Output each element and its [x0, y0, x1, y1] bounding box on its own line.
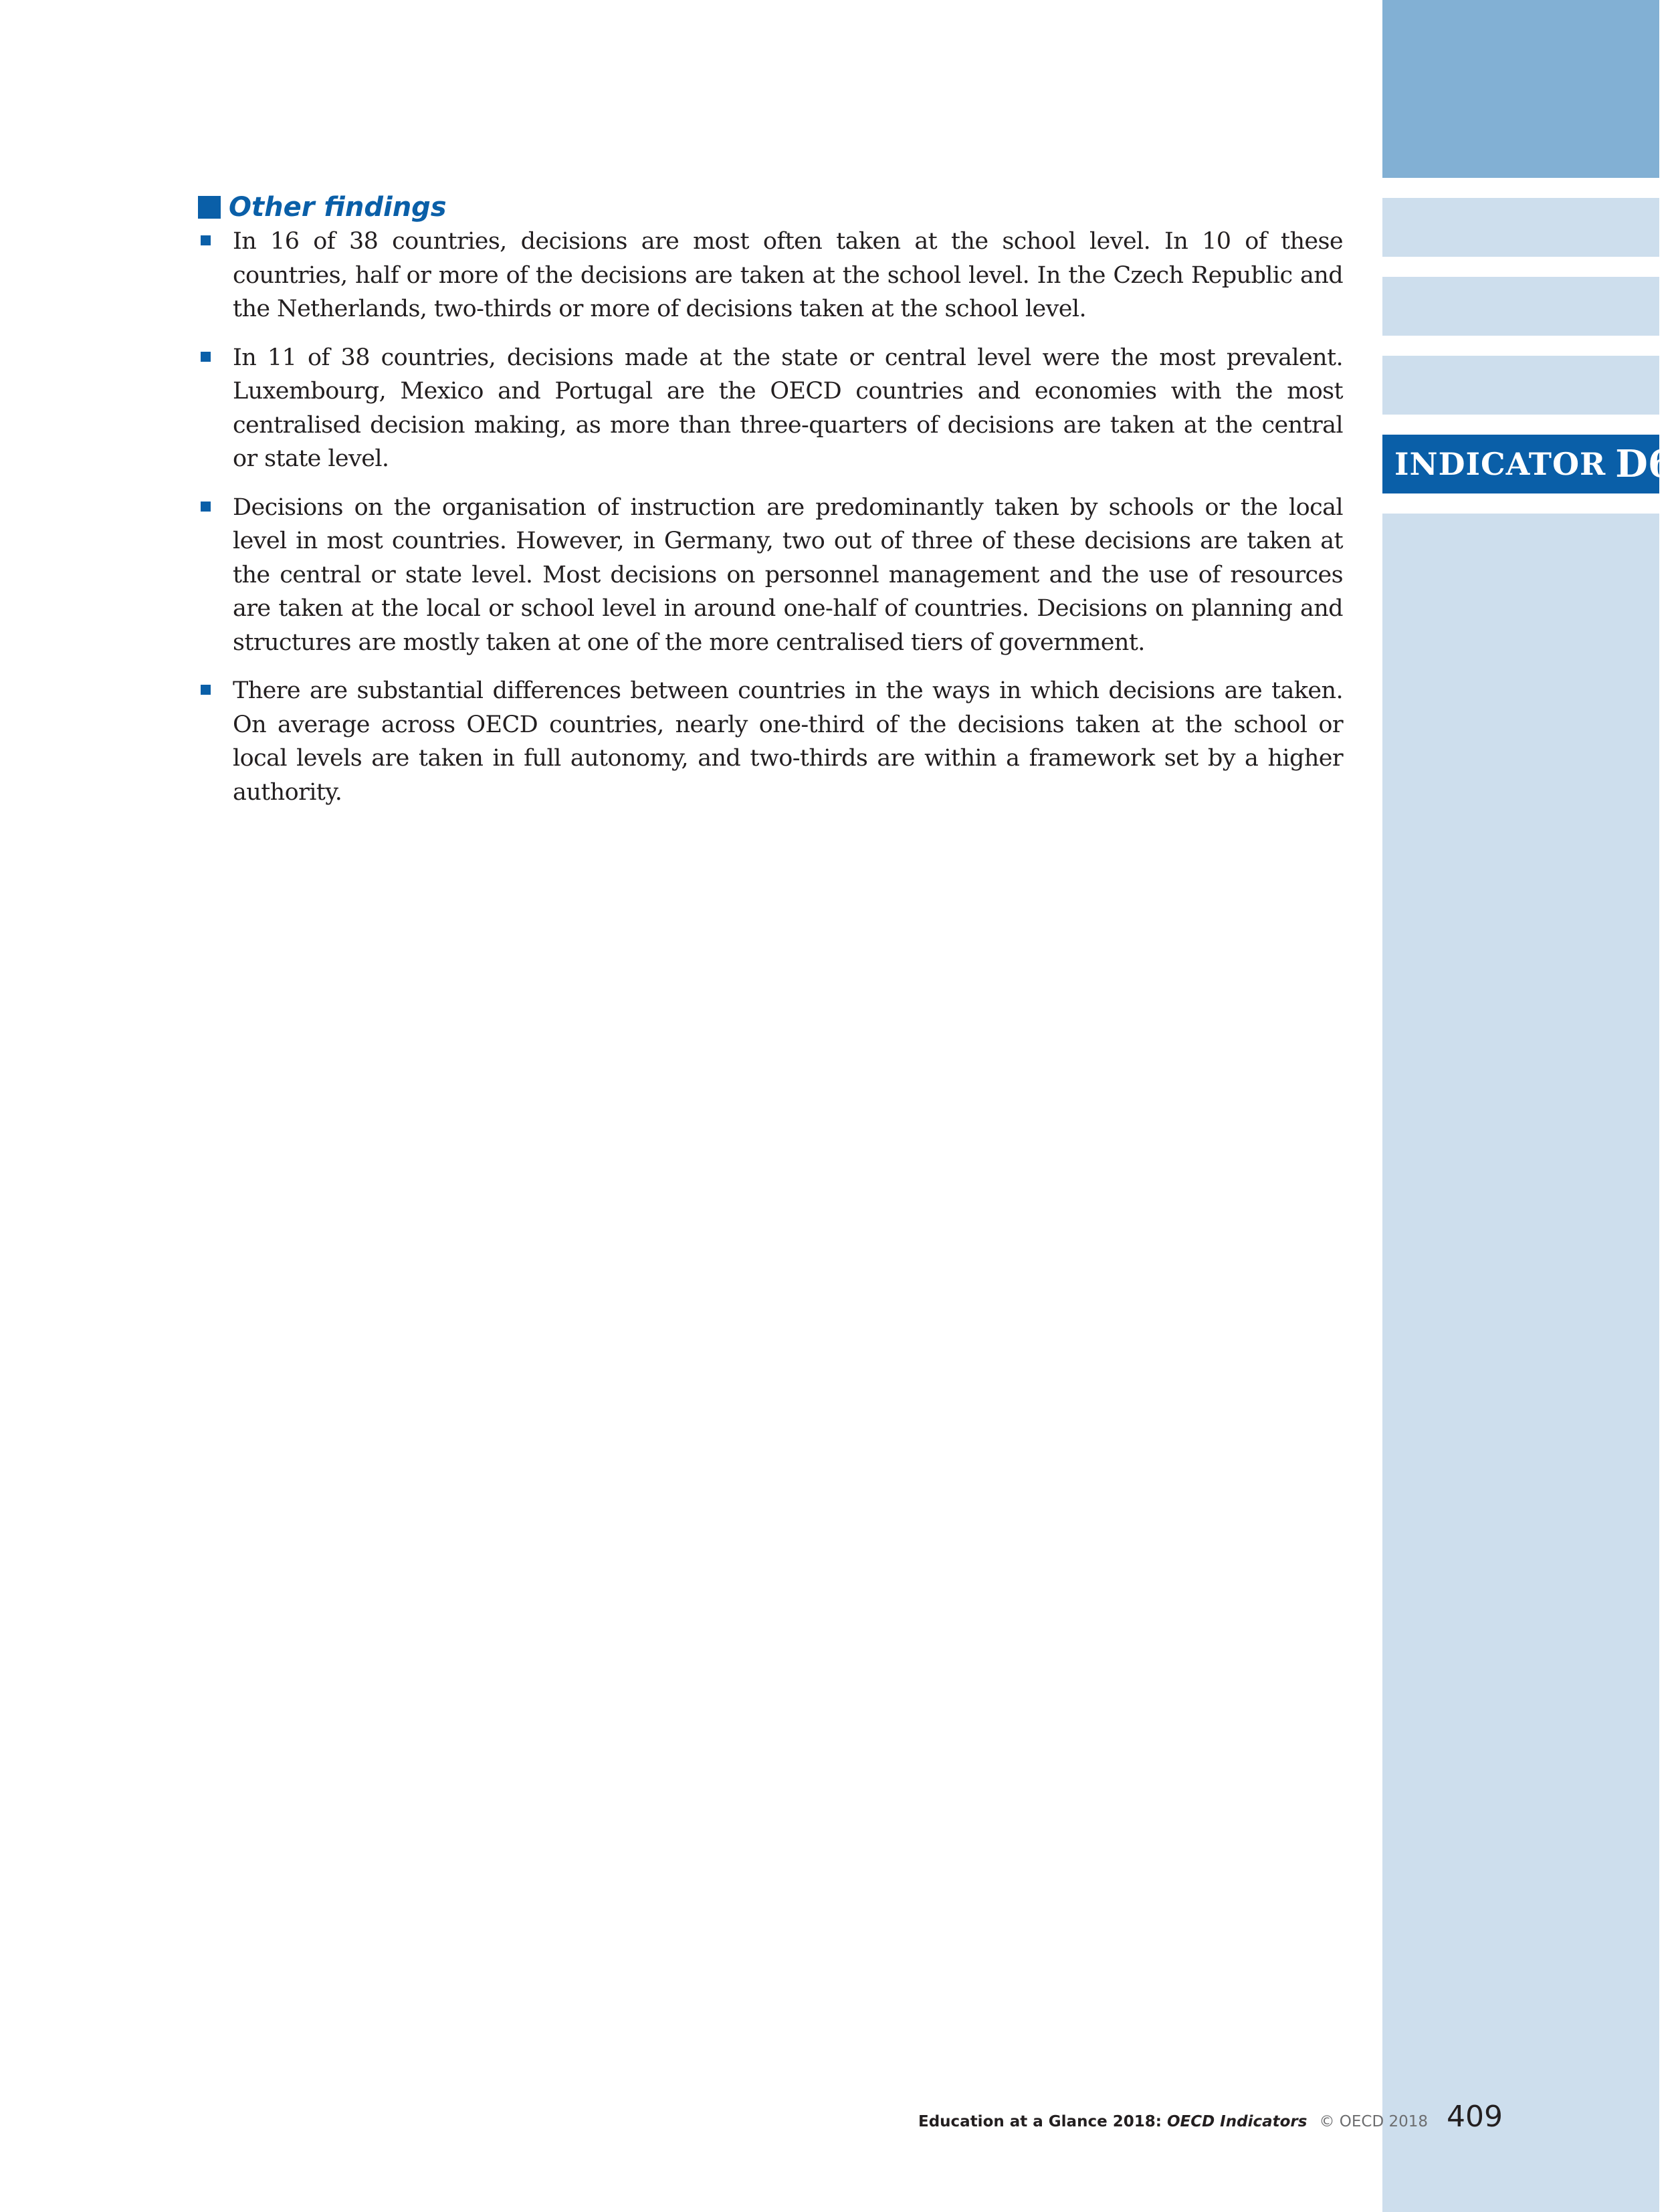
- publication-title: [918, 2113, 1307, 2130]
- finding-text: In 11 of 38 countries, decisions made at the state or central level were the most prevalent. Luxembourg, Mexico and Portugal are the OECD countries and economies with the most centralised decision making, as more than three-quarters of decisions are taken at the central or state level.: [233, 344, 1343, 472]
- page-number: 409: [1447, 2100, 1503, 2134]
- square-bullet-icon: [201, 685, 211, 695]
- finding-text: Decisions on the organisation of instruction are predominantly taken by schools or the local level in most countries. However, in Germany, two out of three of these decisions are taken at the central or state level. Most decisions on personnel management and the use of resources are taken at the local or school level in around one-half of countries. Decisions on planning and structures are mostly taken at one of the more centralised tiers of government.: [233, 493, 1343, 656]
- sidebar-divider: [1382, 178, 1659, 198]
- sidebar-divider: [1382, 493, 1659, 514]
- square-bullet-icon: [201, 502, 211, 512]
- sidebar-divider: [1382, 415, 1659, 435]
- sidebar-top-block: [1382, 0, 1659, 178]
- indicator-code: D6: [1615, 442, 1674, 486]
- heading-square-icon: [198, 196, 221, 219]
- indicator-label: INDICATOR: [1394, 446, 1606, 482]
- list-item: [198, 341, 1343, 476]
- publication-subtitle: OECD Indicators: [1166, 2113, 1307, 2130]
- page-footer: [918, 2100, 1503, 2140]
- section-heading: [198, 191, 447, 224]
- list-item: [198, 674, 1343, 809]
- publication-title-main: Education at a Glance 2018:: [918, 2113, 1162, 2130]
- finding-text: There are substantial differences between countries in the ways in which decisions are taken. On average across OECD countries, nearly one-third of the decisions taken at the school or local levels are taken in full autonomy, and two-thirds are within a framework set by a higher authority.: [233, 677, 1343, 806]
- findings-list: [198, 225, 1343, 824]
- list-item: [198, 225, 1343, 326]
- list-item: [198, 491, 1343, 660]
- square-bullet-icon: [201, 352, 211, 362]
- sidebar-band: [1382, 0, 1659, 2212]
- section-title: Other findings: [229, 192, 447, 223]
- sidebar-divider: [1382, 257, 1659, 277]
- square-bullet-icon: [201, 235, 211, 245]
- finding-text: In 16 of 38 countries, decisions are most often taken at the school level. In 10 of these countries, half or more of the decisions are taken at the school level. In the Czech Republic and the Netherlands, two-thirds or more of decisions taken at the school level.: [233, 228, 1343, 322]
- sidebar-divider: [1382, 336, 1659, 356]
- copyright-notice: © OECD 2018: [1319, 2113, 1429, 2130]
- indicator-tab: [1382, 435, 1674, 493]
